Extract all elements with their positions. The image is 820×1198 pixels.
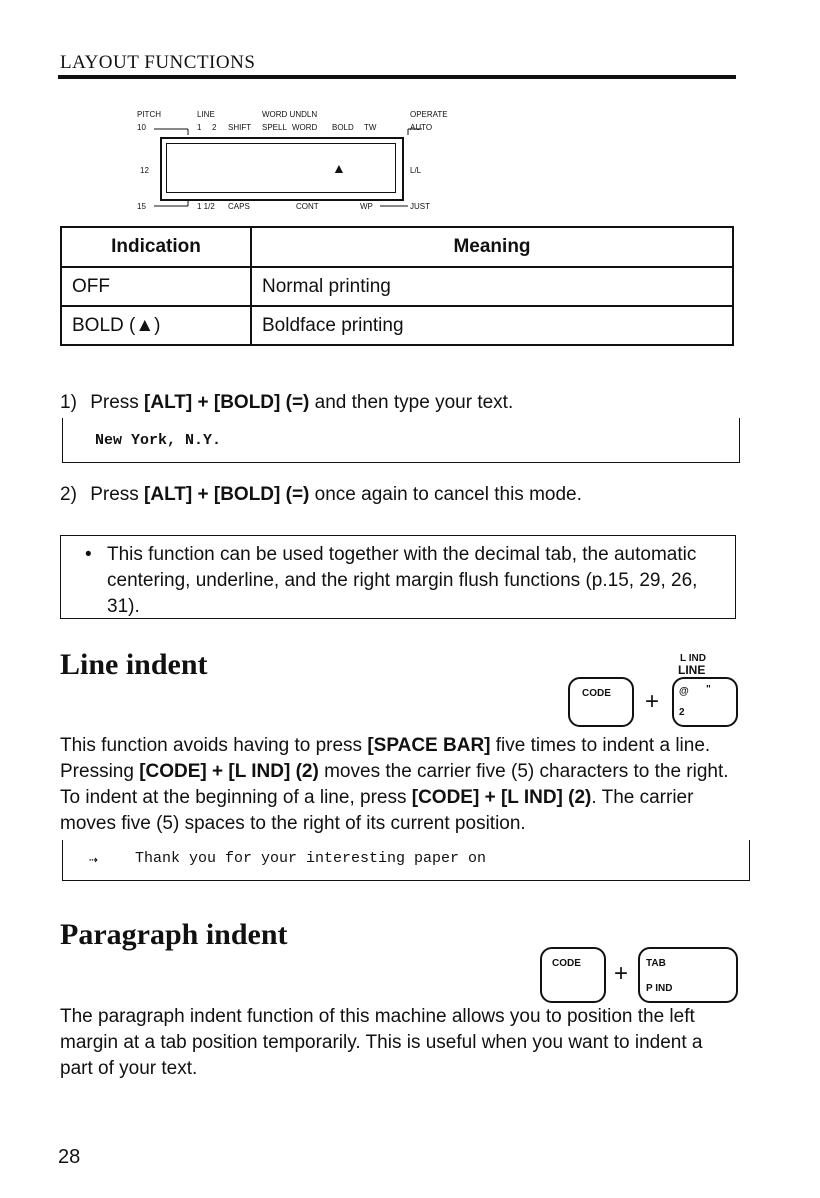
- paragraph-indent-title: Paragraph indent: [60, 918, 288, 951]
- panel-label-word-undln: WORD UNDLN: [262, 110, 318, 119]
- line-indent-title: Line indent: [60, 648, 208, 681]
- line-caption: LINE: [678, 663, 706, 677]
- panel-top-bold: BOLD: [332, 123, 354, 132]
- panel-bottom-wp: WP: [360, 202, 373, 211]
- panel-bottom-cont: CONT: [296, 202, 319, 211]
- code-key: [540, 947, 606, 1003]
- paragraph-indent-description: The paragraph indent function of this machine allows you to position the left margin at a tab position temporarily. This is useful when you want to indent a part of your text.: [60, 1006, 703, 1079]
- code-lind-key-ref: [CODE] + [L IND] (2): [139, 761, 319, 782]
- table-cell: Boldface printing: [251, 306, 733, 345]
- step-1-keys: [ALT] + [BOLD] (=): [144, 392, 310, 413]
- bold-indicator-icon: ▲: [332, 160, 346, 176]
- tab-pind-key: [638, 947, 738, 1003]
- panel-top-tw: TW: [364, 123, 377, 132]
- plus-sign: +: [614, 960, 629, 987]
- step-2-keys: [ALT] + [BOLD] (=): [144, 484, 310, 505]
- step-1-pre: Press: [90, 392, 145, 413]
- step-2-post: once again to cancel this mode.: [309, 484, 582, 505]
- l-ind-key-quote: ": [706, 684, 711, 695]
- indent-arrow-icon: ⇢: [89, 852, 99, 869]
- panel-top-auto: AUTO: [410, 123, 433, 132]
- line-indent-text: . The carrier moves five (5) spaces to the right of its current position.: [60, 787, 694, 834]
- table-cell: Normal printing: [251, 267, 733, 306]
- panel-top-shift: SHIFT: [228, 123, 252, 132]
- header-rule: [58, 75, 736, 79]
- example-2-box: [62, 840, 750, 881]
- example-2-text: Thank you for your interesting paper on: [135, 850, 487, 867]
- table-header-row: [61, 227, 733, 267]
- note-bullet: •: [85, 544, 92, 565]
- pind-key-label: P IND: [646, 983, 673, 994]
- step-1-post: and then type your text.: [309, 392, 514, 413]
- table-cell: OFF: [61, 267, 251, 306]
- panel-label-line: LINE: [197, 110, 215, 119]
- plus-sign: +: [645, 688, 660, 715]
- example-1-text: New York, N.Y.: [95, 432, 222, 449]
- table-header-meaning: Meaning: [251, 227, 733, 267]
- panel-connector-lines: [150, 125, 440, 215]
- step-2-pre: Press: [90, 484, 145, 505]
- l-ind-key-at: @: [679, 686, 689, 697]
- panel-top-word: WORD: [292, 123, 318, 132]
- table-row: [61, 306, 733, 345]
- line-indent-description: [60, 733, 740, 837]
- indication-table: [60, 226, 734, 346]
- step-1-number: 1): [60, 392, 77, 413]
- panel-top-10: 10: [137, 123, 146, 132]
- table-row: [61, 267, 733, 306]
- space-bar-key-ref: [SPACE BAR]: [367, 735, 491, 756]
- line-indent-text: This function avoids having to press: [60, 735, 368, 756]
- page-header: LAYOUT FUNCTIONS: [60, 52, 256, 73]
- panel-label-operate: OPERATE: [410, 110, 448, 119]
- page-number: 28: [58, 1146, 81, 1168]
- panel-bottom-1-1-2: 1 1/2: [197, 202, 215, 211]
- panel-top-1: 1: [197, 123, 202, 132]
- panel-label-pitch: PITCH: [137, 110, 161, 119]
- line-indent-text: five times to indent a line. Pressing: [60, 735, 711, 782]
- panel-mid-ll: L/L: [410, 166, 422, 175]
- panel-top-spell: SPELL: [262, 123, 287, 132]
- panel-bottom-15: 15: [137, 202, 146, 211]
- step-2: [60, 482, 582, 508]
- step-1: [60, 390, 513, 416]
- line-indent-text: moves the carrier five (5) characters to the right. To indent at the beginning of a line, press: [60, 761, 729, 808]
- panel-bottom-just: JUST: [410, 202, 430, 211]
- panel-top-2: 2: [212, 123, 217, 132]
- note-box: [60, 535, 736, 619]
- l-ind-caption: L IND: [680, 653, 706, 664]
- code-key: [568, 677, 634, 727]
- example-1-box: [62, 418, 740, 463]
- l-ind-key-2: 2: [679, 707, 685, 718]
- l-ind-key: [672, 677, 738, 727]
- step-2-number: 2): [60, 484, 77, 505]
- tab-key-label: TAB: [646, 958, 666, 969]
- table-cell: BOLD (▲): [61, 306, 251, 345]
- code-key-label: CODE: [582, 688, 611, 699]
- code-lind-key-ref: [CODE] + [L IND] (2): [411, 787, 592, 808]
- panel-mid-12: 12: [140, 166, 149, 175]
- note-text: This function can be used together with the decimal tab, the automatic centering, underline, and the right margin flush functions (p.15, 29, 26, 31).: [107, 544, 698, 617]
- table-header-indication: Indication: [61, 227, 251, 267]
- panel-bottom-caps: CAPS: [228, 202, 250, 211]
- code-key-label: CODE: [552, 958, 581, 969]
